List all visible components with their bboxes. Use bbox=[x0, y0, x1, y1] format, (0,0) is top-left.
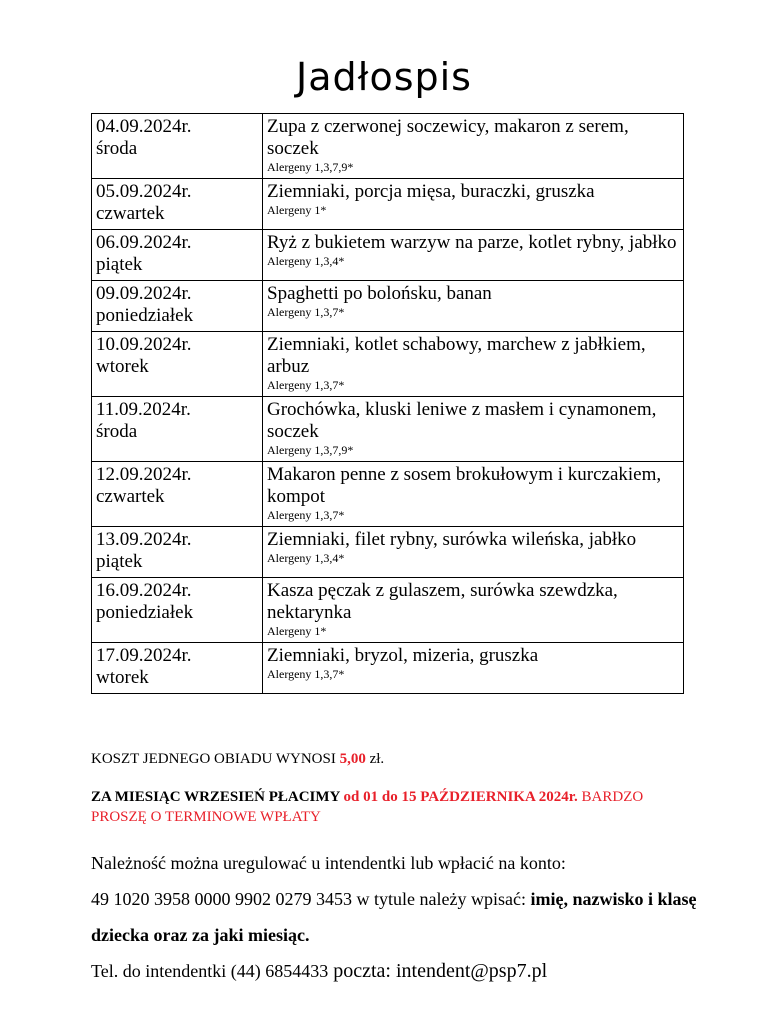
payment-info-account-block bbox=[91, 881, 731, 953]
menu-allergens: Alergeny 1,3,7* bbox=[267, 378, 345, 392]
menu-date-cell bbox=[92, 281, 263, 332]
menu-allergens: Alergeny 1,3,7,9* bbox=[267, 443, 354, 457]
menu-date-cell bbox=[92, 114, 263, 179]
transfer-title-required: imię, nazwisko i klasę dziecka oraz za jaki miesiąc. bbox=[91, 889, 697, 945]
menu-date: 04.09.2024r. bbox=[96, 116, 192, 137]
menu-weekday: czwartek bbox=[96, 203, 165, 224]
payment-month: ZA MIESIĄC WRZESIEŃ PŁACIMY bbox=[91, 789, 344, 805]
menu-date: 06.09.2024r. bbox=[96, 232, 192, 253]
menu-date: 10.09.2024r. bbox=[96, 334, 192, 355]
menu-dish-cell bbox=[263, 462, 684, 527]
menu-weekday: czwartek bbox=[96, 486, 165, 507]
payment-info bbox=[91, 845, 731, 989]
menu-date-cell bbox=[92, 230, 263, 281]
menu-row bbox=[92, 643, 684, 694]
payment-reminder: BARDZO PROSZĘ O TERMINOWE WPŁATY bbox=[91, 789, 644, 825]
menu-allergens: Alergeny 1* bbox=[267, 624, 327, 638]
menu-dish-cell bbox=[263, 397, 684, 462]
lunch-cost-suffix: zł. bbox=[365, 751, 385, 767]
menu-row bbox=[92, 230, 684, 281]
menu-allergens: Alergeny 1* bbox=[267, 203, 327, 217]
menu-dish: Ziemniaki, kotlet schabowy, marchew z jabłkiem, arbuz bbox=[267, 334, 646, 377]
lunch-cost bbox=[91, 748, 384, 770]
menu-dish-cell bbox=[263, 332, 684, 397]
menu-dish: Makaron penne z sosem brokułowym i kurczakiem, kompot bbox=[267, 464, 662, 507]
menu-dish: Ziemniaki, filet rybny, surówka wileńska, jabłko bbox=[267, 529, 637, 550]
menu-weekday: piątek bbox=[96, 551, 143, 572]
menu-date: 09.09.2024r. bbox=[96, 283, 192, 304]
menu-date: 13.09.2024r. bbox=[96, 529, 192, 550]
menu-weekday: środa bbox=[96, 421, 138, 442]
contact-phone: Tel. do intendentki (44) 6854433 bbox=[91, 961, 329, 981]
menu-weekday: wtorek bbox=[96, 667, 149, 688]
menu-date-cell bbox=[92, 179, 263, 230]
menu-table-body bbox=[92, 114, 684, 694]
menu-dish-cell bbox=[263, 281, 684, 332]
menu-weekday: poniedziałek bbox=[96, 602, 194, 623]
menu-allergens: Alergeny 1,3,7* bbox=[267, 305, 345, 319]
menu-weekday: piątek bbox=[96, 254, 143, 275]
menu-dish-cell bbox=[263, 179, 684, 230]
menu-date-cell bbox=[92, 578, 263, 643]
menu-table bbox=[91, 113, 684, 694]
payment-deadline: od 01 do 15 PAŹDZIERNIKA 2024r. bbox=[343, 789, 578, 805]
menu-row bbox=[92, 332, 684, 397]
menu-dish-cell bbox=[263, 578, 684, 643]
menu-dish-cell bbox=[263, 114, 684, 179]
lunch-cost-amount: 5,00 bbox=[339, 751, 366, 767]
menu-date: 17.09.2024r. bbox=[96, 645, 192, 666]
menu-allergens: Alergeny 1,3,7* bbox=[267, 508, 345, 522]
menu-dish-cell bbox=[263, 643, 684, 694]
menu-allergens: Alergeny 1,3,4* bbox=[267, 551, 345, 565]
contact-email-label: poczta: bbox=[328, 960, 396, 982]
menu-dish-cell bbox=[263, 230, 684, 281]
menu-date: 05.09.2024r. bbox=[96, 181, 192, 202]
menu-dish: Ziemniaki, porcja mięsa, buraczki, gruszka bbox=[267, 181, 595, 202]
menu-row bbox=[92, 578, 684, 643]
menu-dish: Grochówka, kluski leniwe z masłem i cynamonem, soczek bbox=[267, 399, 657, 442]
contact-line bbox=[91, 953, 731, 989]
menu-date-cell bbox=[92, 462, 263, 527]
menu-dish: Ryż z bukietem warzyw na parze, kotlet rybny, jabłko bbox=[267, 232, 677, 253]
menu-date-cell bbox=[92, 332, 263, 397]
menu-dish: Ziemniaki, bryzol, mizeria, gruszka bbox=[267, 645, 539, 666]
menu-allergens: Alergeny 1,3,4* bbox=[267, 254, 345, 268]
bank-account-number: 49 1020 3958 0000 9902 0279 3453 bbox=[91, 889, 352, 909]
menu-weekday: środa bbox=[96, 138, 138, 159]
menu-date: 12.09.2024r. bbox=[96, 464, 192, 485]
transfer-title-instruction: w tytule należy wpisać: bbox=[352, 889, 531, 909]
menu-row bbox=[92, 114, 684, 179]
contact-email: intendent@psp7.pl bbox=[395, 960, 548, 982]
page-title: Jadłospis bbox=[296, 55, 472, 99]
payment-info-line: Należność można uregulować u intendentki lub wpłacić na konto: bbox=[91, 853, 566, 873]
menu-row bbox=[92, 397, 684, 462]
menu-allergens: Alergeny 1,3,7,9* bbox=[267, 160, 354, 174]
menu-weekday: wtorek bbox=[96, 356, 149, 377]
menu-row bbox=[92, 179, 684, 230]
menu-row bbox=[92, 281, 684, 332]
menu-dish: Kasza pęczak z gulaszem, surówka szewdzka, nektarynka bbox=[267, 580, 618, 623]
menu-date-cell bbox=[92, 527, 263, 578]
menu-date-cell bbox=[92, 397, 263, 462]
lunch-cost-prefix: KOSZT JEDNEGO OBIADU WYNOSI bbox=[91, 751, 340, 767]
menu-date-cell bbox=[92, 643, 263, 694]
menu-date: 16.09.2024r. bbox=[96, 580, 192, 601]
menu-row bbox=[92, 462, 684, 527]
menu-dish: Spaghetti po bolońsku, banan bbox=[267, 283, 492, 304]
menu-row bbox=[92, 527, 684, 578]
menu-weekday: poniedziałek bbox=[96, 305, 194, 326]
menu-dish: Zupa z czerwonej soczewicy, makaron z serem, soczek bbox=[267, 116, 629, 159]
payment-deadline-notice bbox=[91, 787, 691, 827]
menu-date: 11.09.2024r. bbox=[96, 399, 191, 420]
menu-allergens: Alergeny 1,3,7* bbox=[267, 667, 345, 681]
menu-dish-cell bbox=[263, 527, 684, 578]
